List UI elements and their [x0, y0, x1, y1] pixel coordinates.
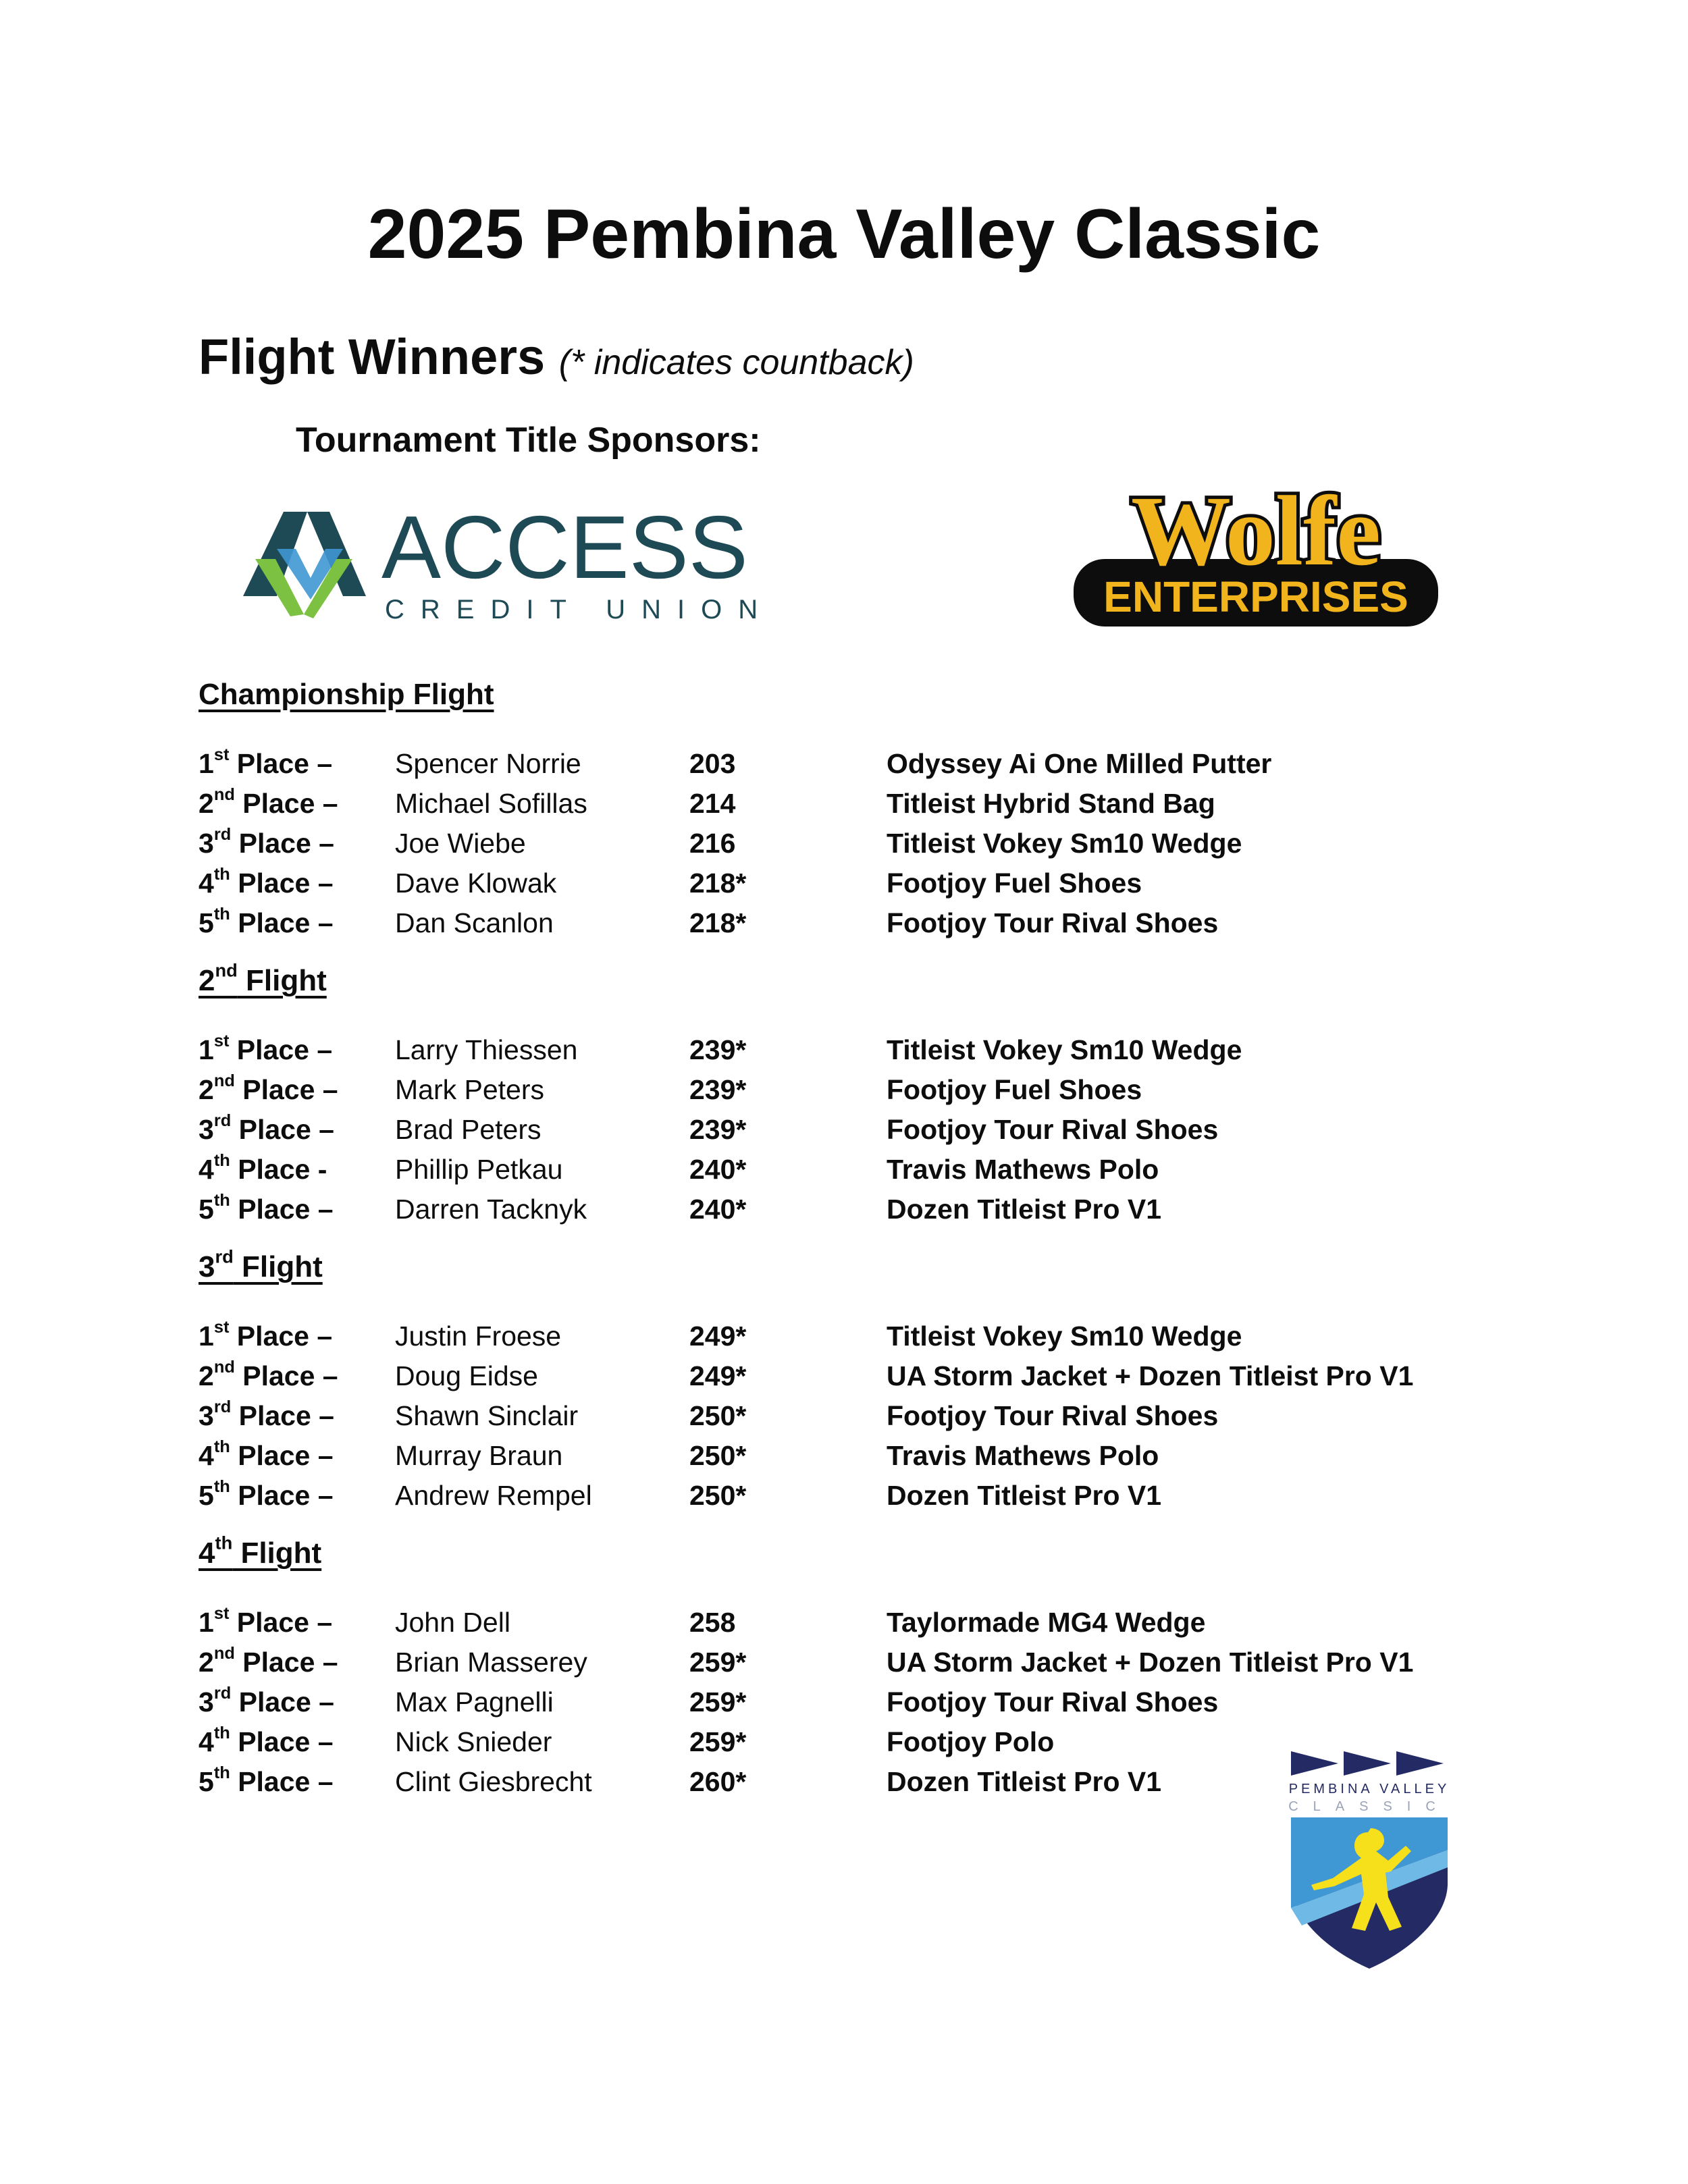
flight-heading: 4th Flight [199, 1532, 322, 1570]
flight-heading: 3rd Flight [199, 1246, 323, 1283]
player-name: Joe Wiebe [395, 828, 526, 859]
flight-winners-heading [199, 329, 914, 384]
table-row [0, 1030, 1688, 1070]
score: 259* [689, 1726, 747, 1757]
prize: Titleist Vokey Sm10 Wedge [887, 1321, 1242, 1352]
place-label: 5th Place – [199, 1763, 334, 1797]
player-name: Dan Scanlon [395, 907, 554, 938]
place-label: 1st Place – [199, 1031, 333, 1065]
prize: Dozen Titleist Pro V1 [887, 1766, 1162, 1797]
player-name: Dave Klowak [395, 868, 557, 899]
place-label: 2nd Place – [199, 1071, 338, 1105]
score: 250* [689, 1480, 747, 1511]
table-row [0, 1189, 1688, 1229]
table-row [0, 1395, 1688, 1436]
place-label: 1st Place – [199, 1603, 333, 1638]
prize: Footjoy Fuel Shoes [887, 1074, 1142, 1105]
score: 218* [689, 868, 747, 899]
prize: Odyssey Ai One Milled Putter [887, 748, 1272, 779]
prize: UA Storm Jacket + Dozen Titleist Pro V1 [887, 1360, 1414, 1391]
prize: Taylormade MG4 Wedge [887, 1607, 1206, 1638]
wolfe-tagline: ENTERPRISES [1103, 572, 1408, 621]
pvc-wordmark: PEMBINA VALLEY [1288, 1782, 1450, 1796]
player-name: Doug Eidse [395, 1360, 538, 1391]
prize: Footjoy Tour Rival Shoes [887, 1686, 1219, 1717]
table-row [0, 1316, 1688, 1356]
player-name: Larry Thiessen [395, 1034, 578, 1065]
flight-heading [199, 678, 494, 712]
table-row [0, 863, 1688, 903]
score: 260* [689, 1766, 747, 1797]
pvc-chevron-left [1291, 1751, 1338, 1776]
prize: Dozen Titleist Pro V1 [887, 1480, 1162, 1511]
table-row [0, 1602, 1688, 1643]
page-title: 2025 Pembina Valley Classic [367, 195, 1321, 273]
prize: Footjoy Tour Rival Shoes [887, 1114, 1219, 1145]
score: 249* [689, 1321, 747, 1352]
place-label: 5th Place – [199, 1190, 334, 1225]
score: 250* [689, 1400, 747, 1431]
place-label: 1st Place – [199, 1317, 333, 1352]
table-row [0, 783, 1688, 824]
table-row [0, 823, 1688, 863]
place-label: 1st Place – [199, 745, 333, 779]
wolfe-enterprises-logo [1067, 476, 1445, 633]
prize: Footjoy Polo [887, 1726, 1055, 1757]
place-label: 4th Place – [199, 1723, 334, 1757]
player-name: Brian Masserey [395, 1647, 587, 1678]
player-name: Murray Braun [395, 1440, 563, 1471]
score: 218* [689, 907, 747, 938]
player-name: Spencer Norrie [395, 748, 581, 779]
prize: Footjoy Tour Rival Shoes [887, 907, 1219, 938]
player-name: Clint Giesbrecht [395, 1766, 592, 1797]
score: 240* [689, 1194, 747, 1225]
access-credit-union-logo [243, 498, 774, 633]
prize: Titleist Vokey Sm10 Wedge [887, 828, 1242, 859]
prize: UA Storm Jacket + Dozen Titleist Pro V1 [887, 1647, 1414, 1678]
score: 239* [689, 1074, 747, 1105]
flight-heading-text: Championship Flight [199, 678, 494, 711]
table-row [0, 1642, 1688, 1682]
place-label: 3rd Place – [199, 1397, 334, 1431]
prize: Titleist Vokey Sm10 Wedge [887, 1034, 1242, 1065]
table-row [0, 743, 1688, 784]
prize: Travis Mathews Polo [887, 1154, 1159, 1185]
sponsors-label: Tournament Title Sponsors: [296, 421, 761, 460]
table-row [0, 1109, 1688, 1150]
score: 250* [689, 1440, 747, 1471]
player-name: Shawn Sinclair [395, 1400, 579, 1431]
player-name: Brad Peters [395, 1114, 542, 1145]
prize: Travis Mathews Polo [887, 1440, 1159, 1471]
player-name: Andrew Rempel [395, 1480, 592, 1511]
wolfe-wordmark: Wolfe [1131, 476, 1381, 587]
player-name: Max Pagnelli [395, 1686, 554, 1717]
player-name: Nick Snieder [395, 1726, 552, 1757]
prize: Dozen Titleist Pro V1 [887, 1194, 1162, 1225]
table-row [0, 1475, 1688, 1516]
score: 259* [689, 1647, 747, 1678]
score: 259* [689, 1686, 747, 1717]
pvc-chevron-middle [1344, 1751, 1391, 1776]
flight-heading: 2nd Flight [199, 959, 327, 997]
pvc-tagline: CLASSIC [1288, 1799, 1450, 1814]
table-row [0, 1682, 1688, 1722]
table-row [0, 1356, 1688, 1396]
prize: Titleist Hybrid Stand Bag [887, 788, 1215, 819]
place-label: 3rd Place – [199, 824, 334, 859]
table-row [0, 903, 1688, 943]
player-name: Phillip Petkau [395, 1154, 563, 1185]
player-name: Mark Peters [395, 1074, 544, 1105]
score: 258 [689, 1607, 736, 1638]
place-label: 2nd Place – [199, 1357, 338, 1391]
prize: Footjoy Fuel Shoes [887, 868, 1142, 899]
place-label: 2nd Place – [199, 784, 338, 819]
pembina-valley-classic-logo [1282, 1749, 1457, 1971]
subtitle-text: Flight Winners [199, 329, 546, 385]
countback-note: (* indicates countback) [558, 343, 914, 382]
place-label: 3rd Place – [199, 1683, 334, 1717]
place-label: 5th Place – [199, 1476, 334, 1511]
score: 214 [689, 788, 736, 819]
place-label: 4th Place – [199, 1437, 334, 1471]
place-label: 2nd Place – [199, 1643, 338, 1678]
score: 216 [689, 828, 736, 859]
score: 239* [689, 1034, 747, 1065]
table-row [0, 1069, 1688, 1110]
access-wordmark: ACCESS [381, 498, 748, 597]
place-label: 5th Place – [199, 904, 334, 938]
player-name: John Dell [395, 1607, 510, 1638]
prize: Footjoy Tour Rival Shoes [887, 1400, 1219, 1431]
place-label: 4th Place – [199, 864, 334, 899]
table-row [0, 1149, 1688, 1190]
place-label: 3rd Place – [199, 1111, 334, 1145]
score: 249* [689, 1360, 747, 1391]
pvc-chevron-right [1396, 1751, 1444, 1776]
score: 240* [689, 1154, 747, 1185]
player-name: Darren Tacknyk [395, 1194, 587, 1225]
player-name: Michael Sofillas [395, 788, 587, 819]
place-label: 4th Place - [199, 1150, 327, 1185]
table-row [0, 1435, 1688, 1476]
player-name: Justin Froese [395, 1321, 562, 1352]
score: 239* [689, 1114, 747, 1145]
access-tagline: CREDIT UNION [385, 595, 774, 624]
score: 203 [689, 748, 736, 779]
